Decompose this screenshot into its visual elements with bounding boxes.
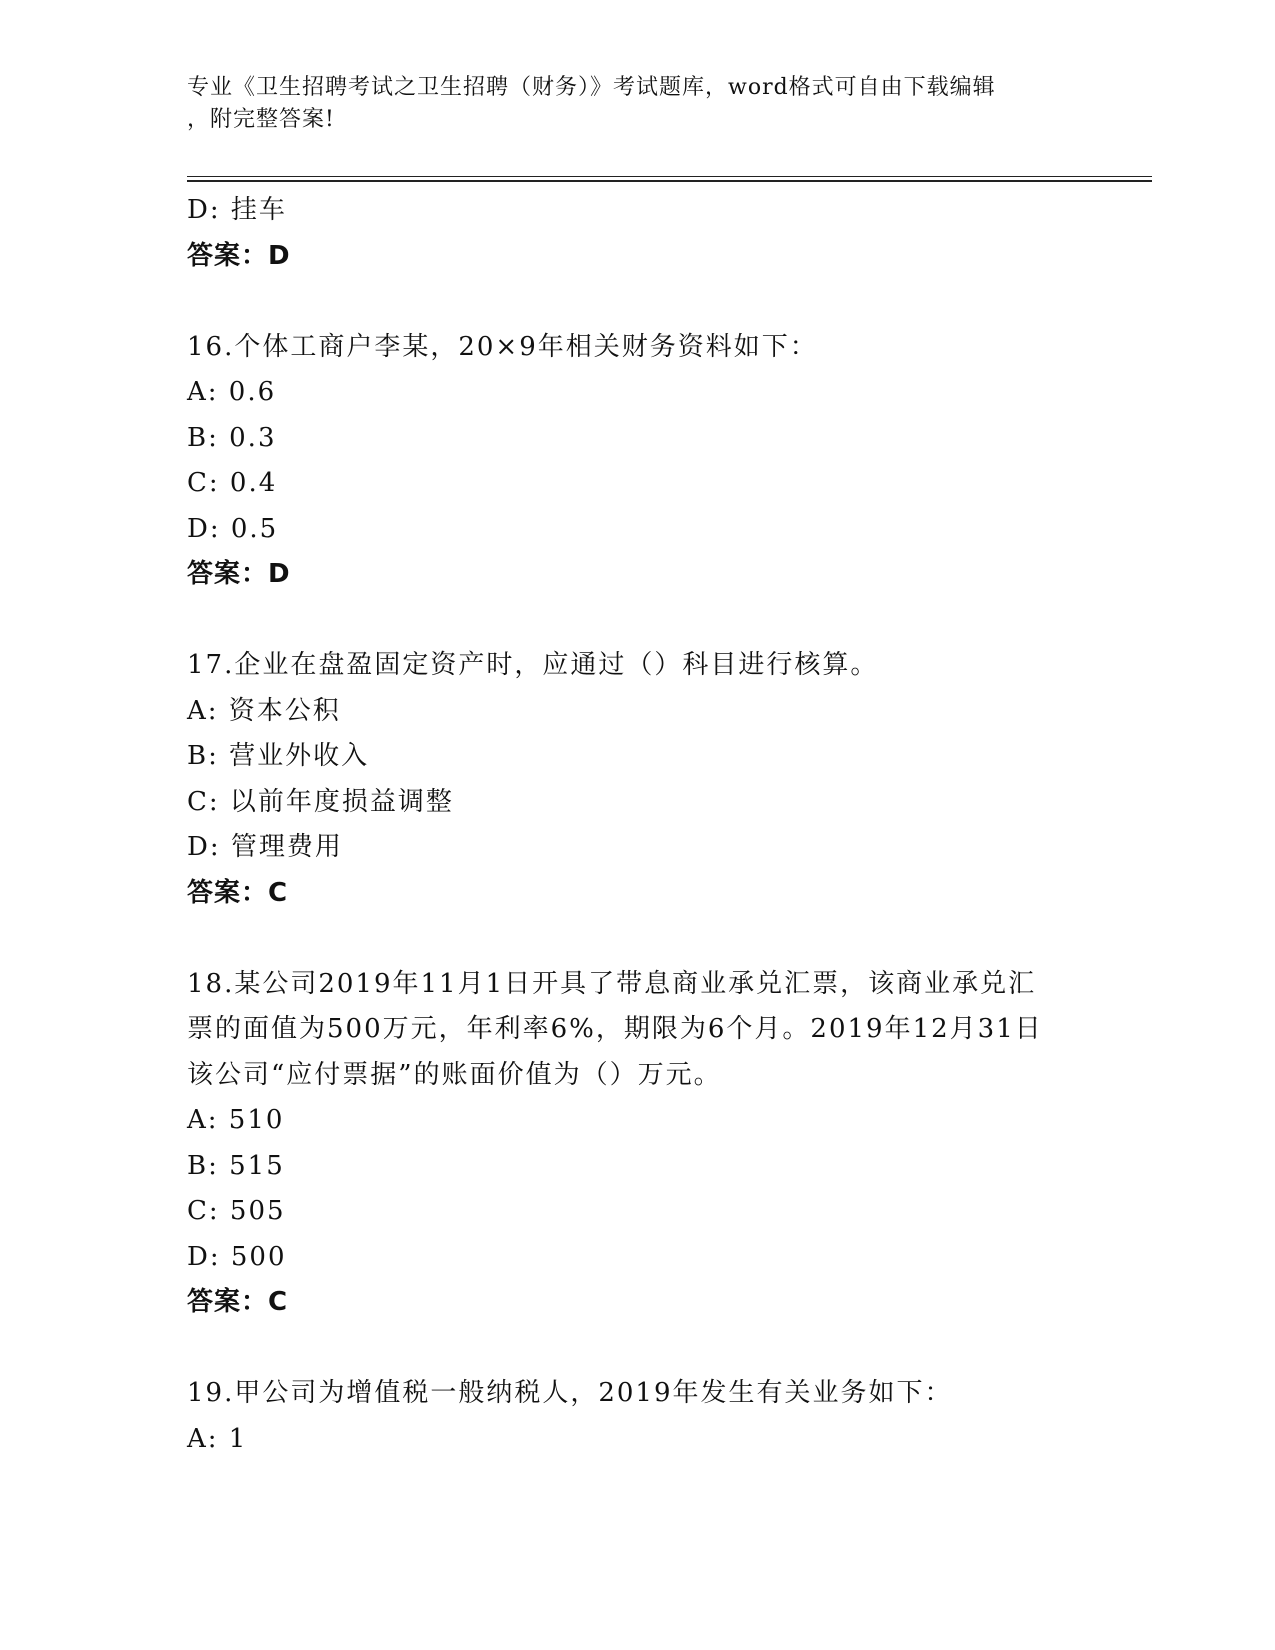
q16-option-d: D: 0.5 bbox=[187, 513, 279, 544]
q18-option-c: C: 505 bbox=[187, 1196, 286, 1226]
q17-answer: 答案：C bbox=[187, 877, 289, 908]
q18-question-line2: 票的面值为500万元，年利率6%，期限为6个月。2019年12月31日 bbox=[187, 1014, 1043, 1044]
q16-answer: 答案：D bbox=[187, 559, 291, 589]
spacer bbox=[187, 279, 1087, 325]
header-title-line2: ，附完整答案! bbox=[187, 107, 335, 132]
q15-answer: 答案：D bbox=[187, 240, 291, 271]
document-header bbox=[187, 72, 1067, 136]
q17-option-d: D: 管理费用 bbox=[187, 832, 343, 862]
q18-question-line3: 该公司“应付票据”的账面价值为（）万元。 bbox=[187, 1059, 722, 1090]
question-list bbox=[187, 188, 1087, 1462]
q19-option-a: A: 1 bbox=[187, 1423, 248, 1454]
spacer bbox=[187, 1326, 1087, 1372]
q18-option-d: D: 500 bbox=[187, 1241, 287, 1272]
q16-option-b: B: 0.3 bbox=[187, 422, 277, 453]
q17-option-b: B: 营业外收入 bbox=[187, 741, 370, 771]
header-title-line1: 专业《卫生招聘考试之卫生招聘（财务）》考试题库，word格式可自由下载编辑 bbox=[187, 75, 996, 100]
q17-option-a: A: 资本公积 bbox=[187, 695, 341, 726]
spacer bbox=[187, 598, 1087, 644]
q16-question: 16.个体工商户李某，20×9年相关财务资料如下： bbox=[187, 331, 818, 362]
header-divider-thin bbox=[187, 176, 1152, 177]
q19-question: 19.甲公司为增值税一般纳税人，2019年发生有关业务如下： bbox=[187, 1378, 953, 1408]
header-divider-thick bbox=[187, 180, 1152, 182]
q15-option-d: D: 挂车 bbox=[187, 195, 287, 225]
q16-option-c: C: 0.4 bbox=[187, 468, 278, 498]
q16-option-a: A: 0.6 bbox=[187, 377, 277, 407]
q17-option-c: C: 以前年度损益调整 bbox=[187, 786, 454, 817]
q17-question: 17.企业在盘盈固定资产时，应通过（）科目进行核算。 bbox=[187, 650, 879, 680]
q18-option-a: A: 510 bbox=[187, 1105, 285, 1135]
spacer bbox=[187, 916, 1087, 962]
q18-option-b: B: 515 bbox=[187, 1150, 285, 1181]
q18-question-line1: 18.某公司2019年11月1日开具了带息商业承兑汇票，该商业承兑汇 bbox=[187, 968, 1037, 999]
q18-answer: 答案：C bbox=[187, 1287, 289, 1317]
